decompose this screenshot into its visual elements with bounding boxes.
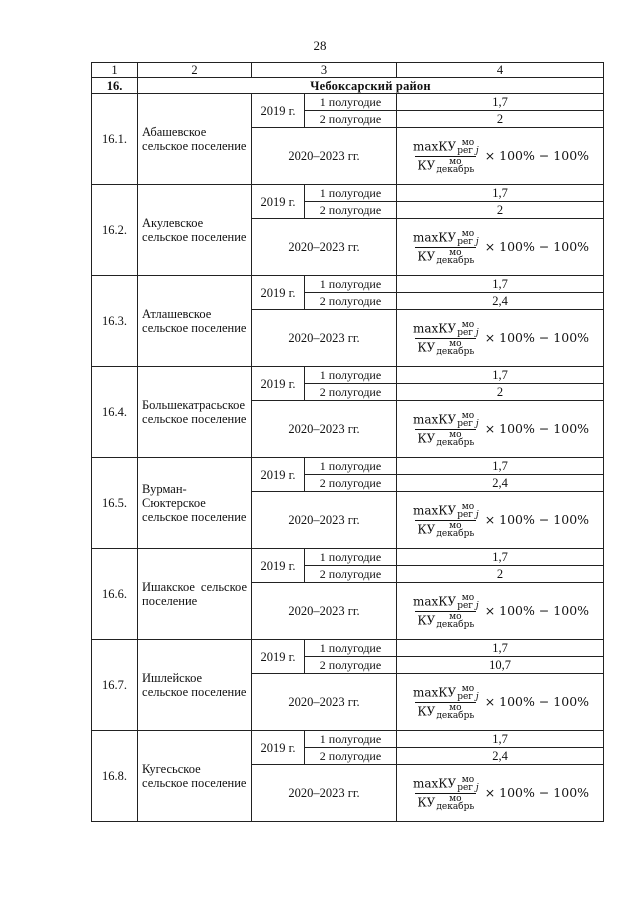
formula-reg: рег [457,236,474,247]
formula-sub-reg [457,420,478,428]
half-year-2: 2 полугодие [305,748,397,765]
formula-fraction [411,139,481,174]
growth-formula [411,230,589,265]
formula-fraction [411,230,481,265]
half-year-1: 1 полугодие [305,367,397,384]
value-half-2: 2 [397,566,604,583]
formula-tail: × 100% − 100% [484,148,590,163]
value-half-1: 1,7 [397,367,604,384]
formula-reg: рег [457,691,474,702]
half-year-1: 1 полугодие [305,731,397,748]
half-year-2: 2 полугодие [305,657,397,674]
formula-max: max [412,230,439,244]
year-cell: 2019 г. [252,185,305,219]
half-year-1: 1 полугодие [305,185,397,202]
column-number: 4 [397,63,604,78]
formula-numerator [411,776,481,793]
formula-sup-mo: мо [449,156,462,167]
half-year-2: 2 полугодие [305,111,397,128]
row-number: 16.2. [92,185,138,276]
formula-tail: × 100% − 100% [484,694,590,709]
formula-max: max [412,685,439,699]
formula-reg: рег [457,509,474,520]
period-cell: 2020–2023 гг. [252,674,397,731]
table-row [92,640,604,657]
row-number: 16.3. [92,276,138,367]
formula-cell [397,583,604,640]
formula-ku: КУ [417,613,436,627]
formula-sup-mo: мо [449,429,462,440]
half-year-1: 1 полугодие [305,640,397,657]
formula-j: j [475,509,479,520]
formula-cell [397,128,604,185]
growth-formula [411,503,589,538]
formula-numerator [411,230,481,247]
formula-scripts [457,230,478,246]
half-year-1: 1 полугодие [305,276,397,293]
formula-sub-dec: декабрь [436,346,475,357]
formula-max: max [412,321,439,335]
formula-scripts [436,795,474,811]
growth-formula [411,776,589,811]
formula-scripts [436,158,474,174]
formula-scripts [436,704,474,720]
year-cell: 2019 г. [252,458,305,492]
formula-fraction [411,685,481,720]
table-row [92,731,604,748]
formula-j: j [475,236,479,247]
formula-sup-mo: мо [461,319,475,330]
settlement-name: Большекатрасьское сельское поселение [138,367,252,458]
formula-reg: рег [457,418,474,429]
year-cell: 2019 г. [252,640,305,674]
formula-sub-dec: декабрь [436,164,475,175]
formula-scripts [457,503,478,519]
formula-j: j [475,418,479,429]
value-half-2: 2,4 [397,748,604,765]
column-number: 3 [252,63,397,78]
formula-ku: КУ [417,795,436,809]
formula-denominator [415,793,476,811]
formula-denominator [415,702,476,720]
formula-ku: КУ [417,340,436,354]
half-year-2: 2 полугодие [305,384,397,401]
formula-max: max [412,776,439,790]
formula-denominator [415,611,476,629]
formula-scripts [436,431,474,447]
section-title: Чебоксарский район [138,78,604,94]
settlement-name: Акулевское сельское поселение [138,185,252,276]
formula-sup-mo: мо [461,774,475,785]
formula-denominator [415,338,476,356]
half-year-2: 2 полугодие [305,293,397,310]
formula-sup-mo: мо [461,410,475,421]
period-cell: 2020–2023 гг. [252,765,397,822]
half-year-2: 2 полугодие [305,475,397,492]
half-year-1: 1 полугодие [305,458,397,475]
formula-scripts [436,249,474,265]
formula-tail: × 100% − 100% [484,330,590,345]
value-half-2: 10,7 [397,657,604,674]
table-row [92,549,604,566]
formula-j: j [475,782,479,793]
formula-ku: КУ [438,776,457,790]
formula-sub-reg [457,602,478,610]
formula-tail: × 100% − 100% [484,603,590,618]
formula-sub-dec: декабрь [436,710,475,721]
value-half-1: 1,7 [397,731,604,748]
formula-numerator [411,685,481,702]
formula-sub-reg [457,238,478,246]
formula-sup-mo: мо [449,338,462,349]
period-cell: 2020–2023 гг. [252,128,397,185]
value-half-2: 2,4 [397,293,604,310]
formula-cell [397,310,604,367]
column-number-row [92,63,604,78]
formula-sub-reg [457,511,478,519]
formula-reg: рег [457,600,474,611]
growth-formula [411,685,589,720]
period-cell: 2020–2023 гг. [252,583,397,640]
formula-max: max [412,139,439,153]
formula-numerator [411,594,481,611]
formula-ku: КУ [438,594,457,608]
period-cell: 2020–2023 гг. [252,219,397,276]
formula-numerator [411,412,481,429]
formula-sup-mo: мо [461,137,475,148]
value-half-2: 2,4 [397,475,604,492]
formula-j: j [475,327,479,338]
row-number: 16.8. [92,731,138,822]
formula-sup-mo: мо [449,611,462,622]
formula-ku: КУ [417,431,436,445]
formula-sub-dec: декабрь [436,801,475,812]
formula-scripts [457,139,478,155]
column-number: 2 [138,63,252,78]
row-number: 16.7. [92,640,138,731]
value-half-1: 1,7 [397,549,604,566]
formula-ku: КУ [417,249,436,263]
formula-denominator [415,247,476,265]
formula-sup-mo: мо [449,520,462,531]
formula-max: max [412,503,439,517]
row-number: 16.6. [92,549,138,640]
formula-ku: КУ [438,685,457,699]
value-half-2: 2 [397,384,604,401]
formula-sub-reg [457,693,478,701]
year-cell: 2019 г. [252,94,305,128]
formula-cell [397,401,604,458]
settlement-name: Ишлейское сельское поселение [138,640,252,731]
formula-ku: КУ [438,321,457,335]
tariff-table [91,62,604,822]
formula-ku: КУ [417,704,436,718]
formula-fraction [411,321,481,356]
formula-sub-dec: декабрь [436,528,475,539]
formula-sup-mo: мо [461,501,475,512]
year-cell: 2019 г. [252,549,305,583]
formula-sup-mo: мо [461,683,475,694]
formula-ku: КУ [438,412,457,426]
table-row [92,94,604,111]
formula-numerator [411,321,481,338]
formula-max: max [412,594,439,608]
formula-sub-reg [457,329,478,337]
formula-sub-reg [457,147,478,155]
value-half-1: 1,7 [397,185,604,202]
formula-scripts [436,340,474,356]
formula-sup-mo: мо [461,592,475,603]
formula-denominator [415,156,476,174]
half-year-2: 2 полугодие [305,566,397,583]
settlement-name: Атлашевское сельское поселение [138,276,252,367]
formula-cell [397,674,604,731]
formula-cell [397,765,604,822]
formula-sup-mo: мо [449,793,462,804]
formula-numerator [411,503,481,520]
formula-ku: КУ [417,158,436,172]
formula-ku: КУ [438,503,457,517]
settlement-name: Ишакское сельское поселение [138,549,252,640]
table-row [92,458,604,475]
year-cell: 2019 г. [252,276,305,310]
formula-ku: КУ [438,139,457,153]
formula-sup-mo: мо [449,247,462,258]
formula-reg: рег [457,782,474,793]
formula-fraction [411,594,481,629]
settlement-name: Кугесьское сельское поселение [138,731,252,822]
growth-formula [411,139,589,174]
formula-tail: × 100% − 100% [484,421,590,436]
value-half-2: 2 [397,111,604,128]
formula-sub-reg [457,784,478,792]
table-row [92,367,604,384]
settlement-name: Вурман-Сюктерское сельское поселение [138,458,252,549]
growth-formula [411,412,589,447]
formula-numerator [411,139,481,156]
formula-max: max [412,412,439,426]
formula-sub-dec: декабрь [436,255,475,266]
section-number: 16. [92,78,138,94]
settlement-name: Абашевское сельское поселение [138,94,252,185]
half-year-1: 1 полугодие [305,94,397,111]
value-half-2: 2 [397,202,604,219]
year-cell: 2019 г. [252,731,305,765]
growth-formula [411,594,589,629]
half-year-1: 1 полугодие [305,549,397,566]
formula-sup-mo: мо [461,228,475,239]
formula-scripts [436,522,474,538]
value-half-1: 1,7 [397,94,604,111]
section-row [92,78,604,94]
formula-ku: КУ [438,230,457,244]
formula-tail: × 100% − 100% [484,512,590,527]
formula-sub-dec: декабрь [436,619,475,630]
formula-scripts [457,776,478,792]
formula-reg: рег [457,327,474,338]
row-number: 16.5. [92,458,138,549]
formula-sub-dec: декабрь [436,437,475,448]
period-cell: 2020–2023 гг. [252,401,397,458]
formula-scripts [457,412,478,428]
formula-j: j [475,600,479,611]
formula-denominator [415,520,476,538]
row-number: 16.1. [92,94,138,185]
row-number: 16.4. [92,367,138,458]
period-cell: 2020–2023 гг. [252,310,397,367]
formula-reg: рег [457,145,474,156]
formula-cell [397,219,604,276]
formula-cell [397,492,604,549]
year-cell: 2019 г. [252,367,305,401]
formula-sup-mo: мо [449,702,462,713]
table-row [92,276,604,293]
value-half-1: 1,7 [397,458,604,475]
formula-j: j [475,691,479,702]
formula-scripts [457,685,478,701]
half-year-2: 2 полугодие [305,202,397,219]
value-half-1: 1,7 [397,276,604,293]
table-row [92,185,604,202]
page-number: 28 [313,38,327,53]
formula-scripts [457,594,478,610]
formula-scripts [457,321,478,337]
formula-ku: КУ [417,522,436,536]
formula-j: j [475,145,479,156]
formula-fraction [411,412,481,447]
formula-denominator [415,429,476,447]
formula-fraction [411,503,481,538]
formula-tail: × 100% − 100% [484,239,590,254]
growth-formula [411,321,589,356]
period-cell: 2020–2023 гг. [252,492,397,549]
value-half-1: 1,7 [397,640,604,657]
formula-fraction [411,776,481,811]
formula-scripts [436,613,474,629]
column-number: 1 [92,63,138,78]
formula-tail: × 100% − 100% [484,785,590,800]
